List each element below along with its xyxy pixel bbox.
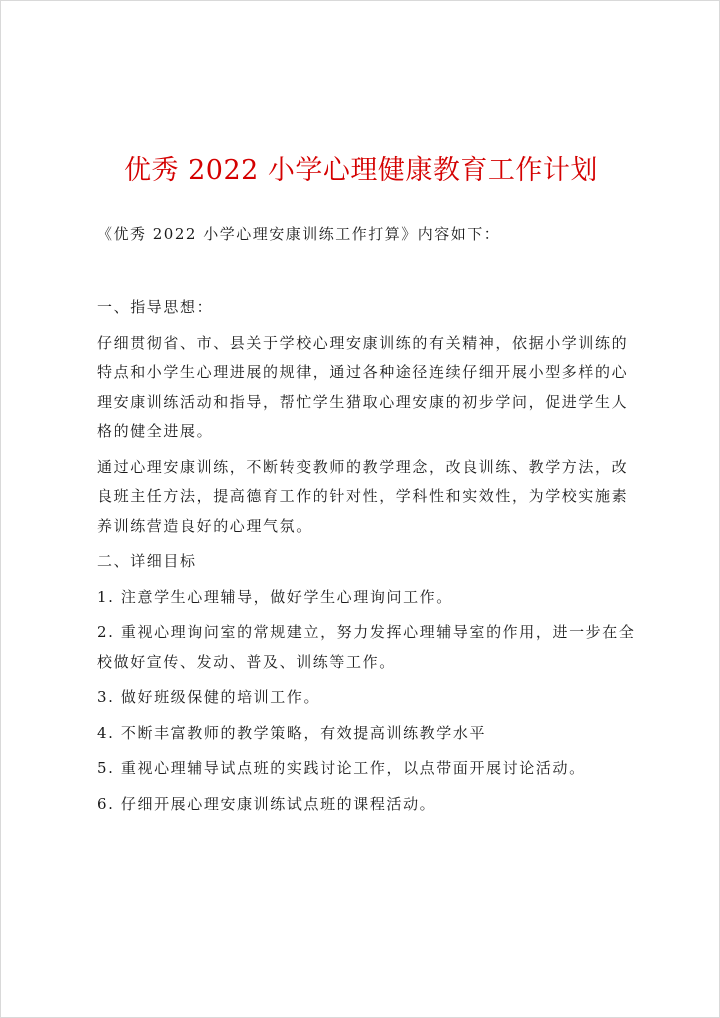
section-heading: 一、指导思想： — [97, 298, 214, 316]
list-item — [97, 790, 637, 820]
document-title: 优秀 2022 小学心理健康教育工作计划 — [124, 155, 598, 186]
list-item-line: 校做好宣传、发动、普及、训练等工作。 — [97, 652, 396, 671]
list-item — [97, 618, 637, 677]
list-item-line: 4. 不断丰富教师的教学策略，有效提高训练教学水平 — [97, 723, 487, 742]
document-body — [97, 293, 637, 819]
list-item — [97, 754, 637, 784]
list-item-line: 2. 重视心理询问室的常规建立，努力发挥心理辅导室的作用，进一步在全 — [97, 623, 636, 641]
list-item — [97, 583, 637, 613]
list-item — [97, 719, 637, 749]
list-item-line: 6. 仔细开展心理安康训练试点班的课程活动。 — [97, 794, 437, 813]
list-item-line: 5. 重视心理辅导试点班的实践讨论工作，以点带面开展讨论活动。 — [97, 759, 586, 777]
section-heading: 二、详细目标 — [97, 552, 197, 570]
list-item-line: 3. 做好班级保健的培训工作。 — [97, 688, 321, 706]
paragraph-line: 理安康训练活动和指导，帮忙学生猎取心理安康的初步学问，促进学生人 — [97, 392, 629, 411]
paragraph — [97, 329, 637, 447]
paragraph-line: 良班主任方法，提高德育工作的针对性，学科性和实效性，为学校实施素 — [97, 487, 629, 505]
paragraph-line: 养训练营造良好的心理气氛。 — [97, 516, 313, 535]
paragraph-line: 特点和小学生心理进展的规律，通过各种途径连续仔细开展小型多样的心 — [97, 363, 629, 381]
list-item-line: 1. 注意学生心理辅导，做好学生心理询问工作。 — [97, 587, 453, 606]
paragraph — [97, 453, 637, 542]
paragraph-line: 仔细贯彻省、市、县关于学校心理安康训练的有关精神，依据小学训练的 — [97, 333, 629, 352]
paragraph-line: 通过心理安康训练，不断转变教师的教学理念，改良训练、教学方法，改 — [97, 457, 629, 476]
paragraph-line: 格的健全进展。 — [97, 422, 214, 440]
list-item — [97, 683, 637, 713]
intro-line: 《优秀 2022 小学心理安康训练工作打算》内容如下： — [97, 225, 501, 243]
